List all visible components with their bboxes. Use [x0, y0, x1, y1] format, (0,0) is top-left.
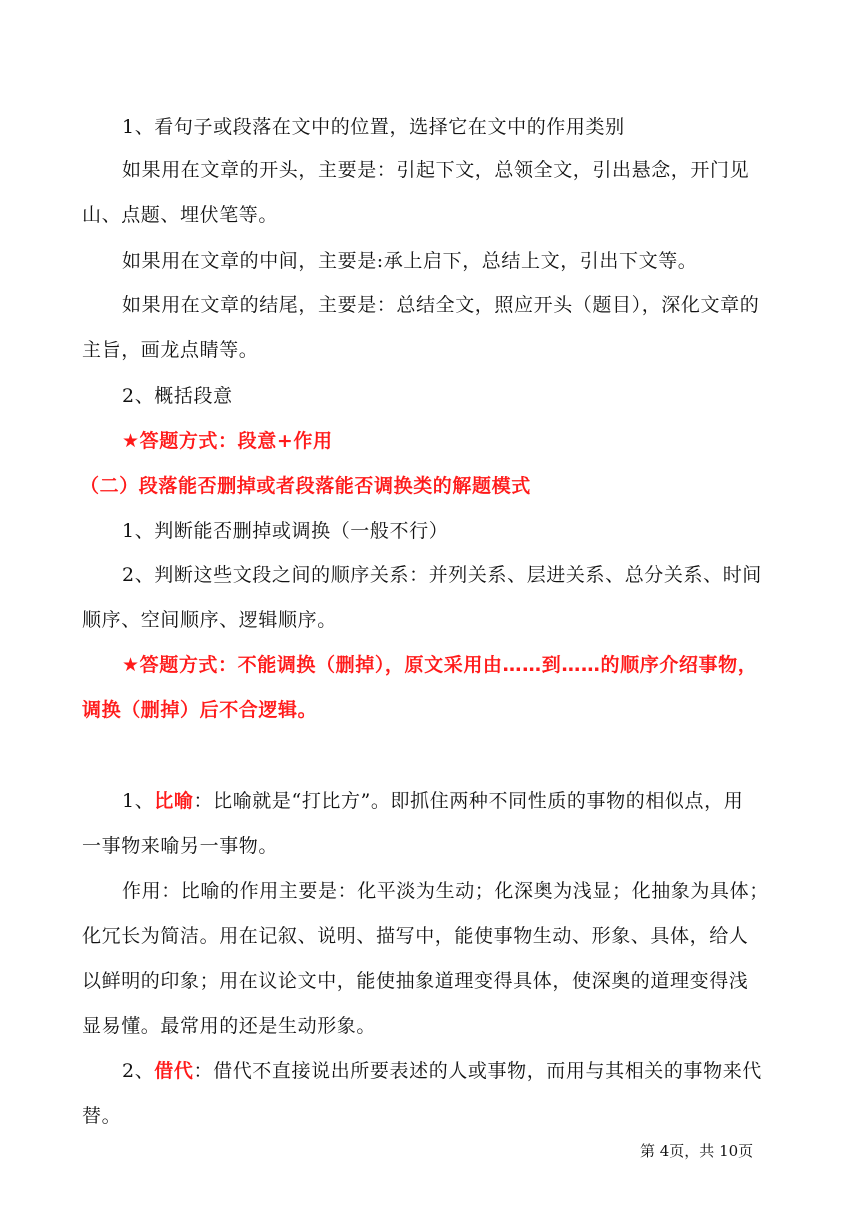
keyword: 借代: [154, 1060, 194, 1082]
paragraph-line: 顺序、空间顺序、逻辑顺序。: [82, 609, 337, 631]
keyword: 比喻: [154, 790, 194, 812]
paragraph-line: 化冗长为简洁。用在记叙、说明、描写中，能使事物生动、形象、具体，给人: [82, 925, 749, 947]
paragraph-line: 如果用在文章的结尾，主要是：总结全文，照应开头（题目），深化文章的: [122, 294, 760, 316]
section-subheading: （二）段落能否删掉或者段落能否调换类的解题模式: [80, 475, 531, 497]
paragraph-line: 2、概括段意: [122, 385, 233, 407]
paragraph-line: 2、借代：借代不直接说出所要表述的人或事物，而用与其相关的事物来代: [122, 1060, 762, 1082]
paragraph-line: 主旨，画龙点睛等。: [82, 339, 259, 361]
paragraph-line: 1、比喻：比喻就是“打比方”。即抓住两种不同性质的事物的相似点，用: [122, 790, 744, 812]
paragraph-line: 替。: [82, 1105, 122, 1127]
answer-method: ★答题方式：不能调换（删掉），原文采用由……到……的顺序介绍事物，: [122, 654, 758, 676]
answer-method-continued: 调换（删掉）后不合逻辑。: [82, 699, 318, 721]
paragraph-line: 1、判断能否删掉或调换（一般不行）: [122, 520, 449, 542]
paragraph-line: 以鲜明的印象；用在议论文中，能使抽象道理变得具体，使深奥的道理变得浅: [82, 970, 749, 992]
answer-method: ★答题方式：段意+作用: [122, 430, 333, 452]
paragraph-line: 显易懂。最常用的还是生动形象。: [82, 1015, 377, 1037]
paragraph-line: 如果用在文章的中间，主要是:承上启下，总结上文，引出下文等。: [122, 250, 698, 272]
paragraph-line: 2、判断这些文段之间的顺序关系：并列关系、层进关系、总分关系、时间: [122, 564, 762, 586]
paragraph-line: 山、点题、埋伏笔等。: [82, 204, 279, 226]
page-number: 第 4页，共 10页: [640, 1142, 754, 1160]
paragraph-line: 1、看句子或段落在文中的位置，选择它在文中的作用类别: [122, 116, 625, 138]
paragraph-line: 如果用在文章的开头，主要是：引起下文，总领全文，引出悬念，开门见: [122, 159, 750, 181]
paragraph-line: 作用：比喻的作用主要是：化平淡为生动；化深奥为浅显；化抽象为具体；: [122, 880, 769, 902]
paragraph-line: 一事物来喻另一事物。: [82, 835, 279, 857]
